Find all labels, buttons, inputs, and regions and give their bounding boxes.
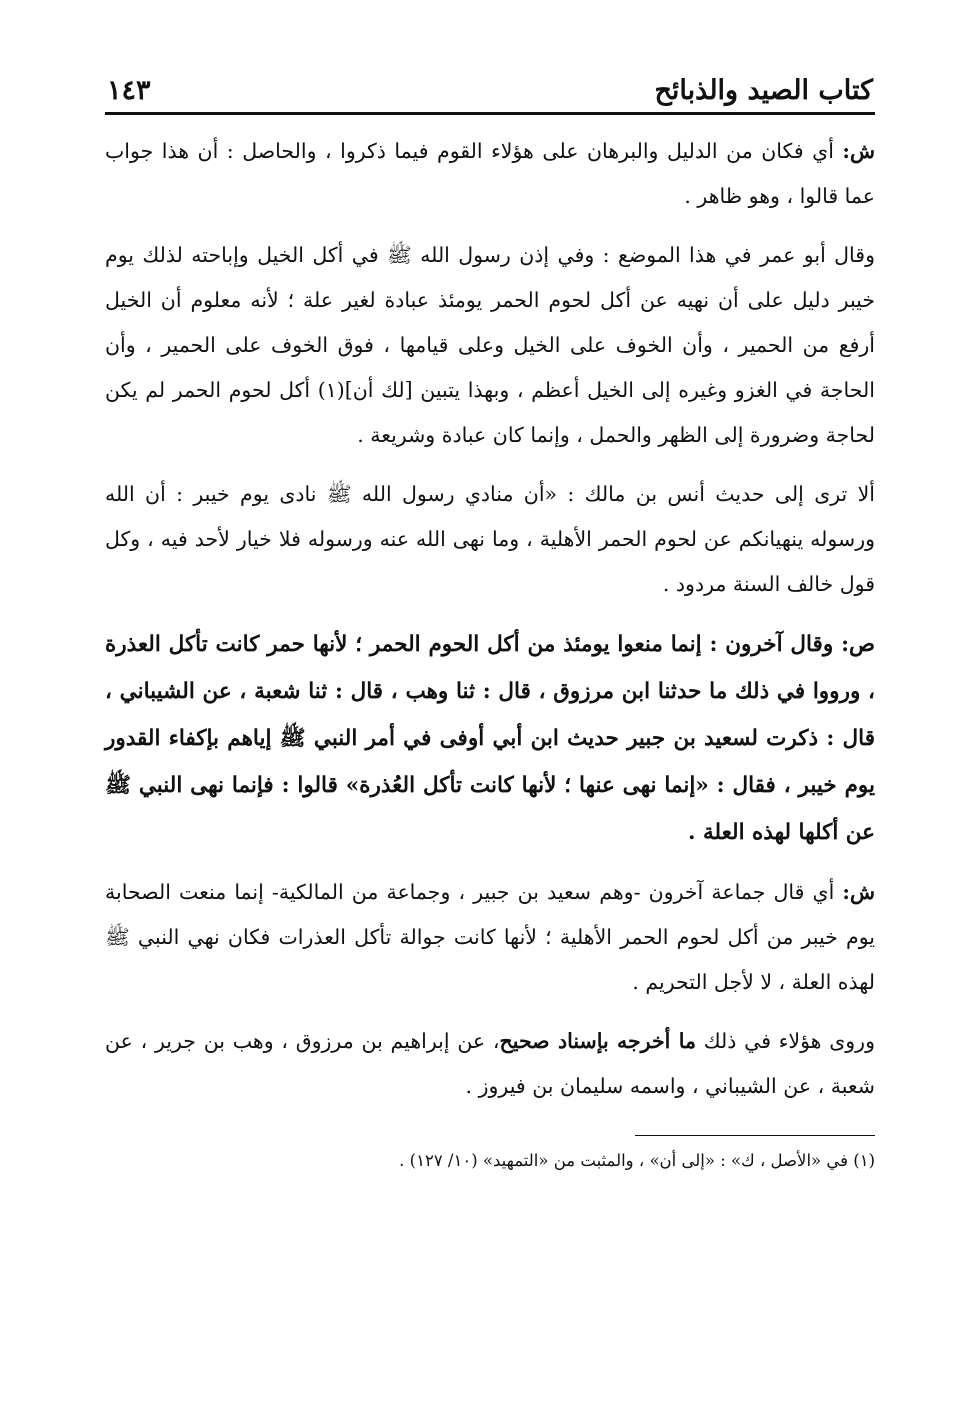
paragraph-2 [105,233,875,458]
paragraph-4-main-text [105,621,875,856]
commentary-marker: ش: [842,880,875,904]
paragraph-5 [105,870,875,1005]
paragraph-1-text: أي فكان من الدليل والبرهان على هؤلاء القوم فيما ذكروا ، والحاصل : أن هذا جواب عما قالوا ، وهو ظاهر . [105,139,875,208]
page-number: ١٤٣ [107,75,151,106]
paragraph-1 [105,129,875,219]
paragraph-6 [105,1019,875,1109]
running-header [105,62,875,106]
paragraph-6-text-bold: ما أخرجه بإسناد صحيح [499,1029,696,1053]
paragraph-6-text-after: ، عن إبراهيم بن مرزوق ، وهب بن جرير ، عن شعبة ، عن الشيباني ، واسمه سليمان بن فيروز . [105,1029,875,1098]
paragraph-3 [105,472,875,607]
paragraph-2-text: وقال أبو عمر في هذا الموضع : وفي إذن رسول الله ﷺ في أكل الخيل وإباحته لذلك يوم خيبر دليل على أن نهيه عن أكل لحوم الحمر يومئذ عبادة لغير علة ؛ لأنه معلوم أن الخيل أرفع من الحمير ، وأن الخوف على الخيل وعلى قيامها ، فوق الخوف على الحمير ، وأن الحاجة في الغزو وغيره إلى الخيل أعظم ، وبهذا يتبين [لك أن](١) أكل لحوم الحمر لم يكن لحاجة وضرورة إلى الظهر والحمل ، وإنما كان عبادة وشريعة . [105,243,875,447]
footnote: (١) في «الأصل ، ك» : «إلى أن» ، والمثبت من «التمهيد» (١٠/ ١٢٧) . [399,1151,875,1170]
paragraph-5-text: أي قال جماعة آخرون -وهم سعيد بن جبير ، وجماعة من المالكية- إنما منعت الصحابة يوم خيبر من أكل لحوم الحمر الأهلية ؛ لأنها كانت جوالة تأكل العذرات فكان نهي النبي ﷺ لهذه العلة ، لا لأجل التحريم . [105,880,875,994]
main-text [105,129,875,1109]
header-rule [105,112,875,115]
commentary-marker: ش: [842,139,875,163]
footnote-separator [635,1135,875,1136]
paragraph-3-text: ألا ترى إلى حديث أنس بن مالك : «أن منادي رسول الله ﷺ نادى يوم خيبر : أن الله ورسوله ينهيانكم عن لحوم الحمر الأهلية ، وما نهى الله عنه ورسوله فلا خيار لأحد فيه ، وكل قول خالف السنة مردود . [105,482,875,596]
document-page [105,62,875,1178]
chapter-title: كتاب الصيد والذبائح [654,75,873,106]
paragraph-4-text: وقال آخرون : إنما منعوا يومئذ من أكل الحوم الحمر ؛ لأنها حمر كانت تأكل العذرة ، ورووا في ذلك ما حدثنا ابن مرزوق ، قال : ثنا وهب ، قال : ثنا شعبة ، عن الشيباني ، قال : ذكرت لسعيد بن جبير حديث ابن أبي أوفى في أمر النبي ﷺ إياهم بإكفاء القدور يوم خيبر ، فقال : «إنما نهى عنها ؛ لأنها كانت تأكل العُذرة» قالوا : فإنما نهى النبي ﷺ عن أكلها لهذه العلة . [105,632,875,845]
main-text-marker: ص: [841,632,875,657]
paragraph-6-text-before: وروى هؤلاء في ذلك [695,1029,875,1053]
